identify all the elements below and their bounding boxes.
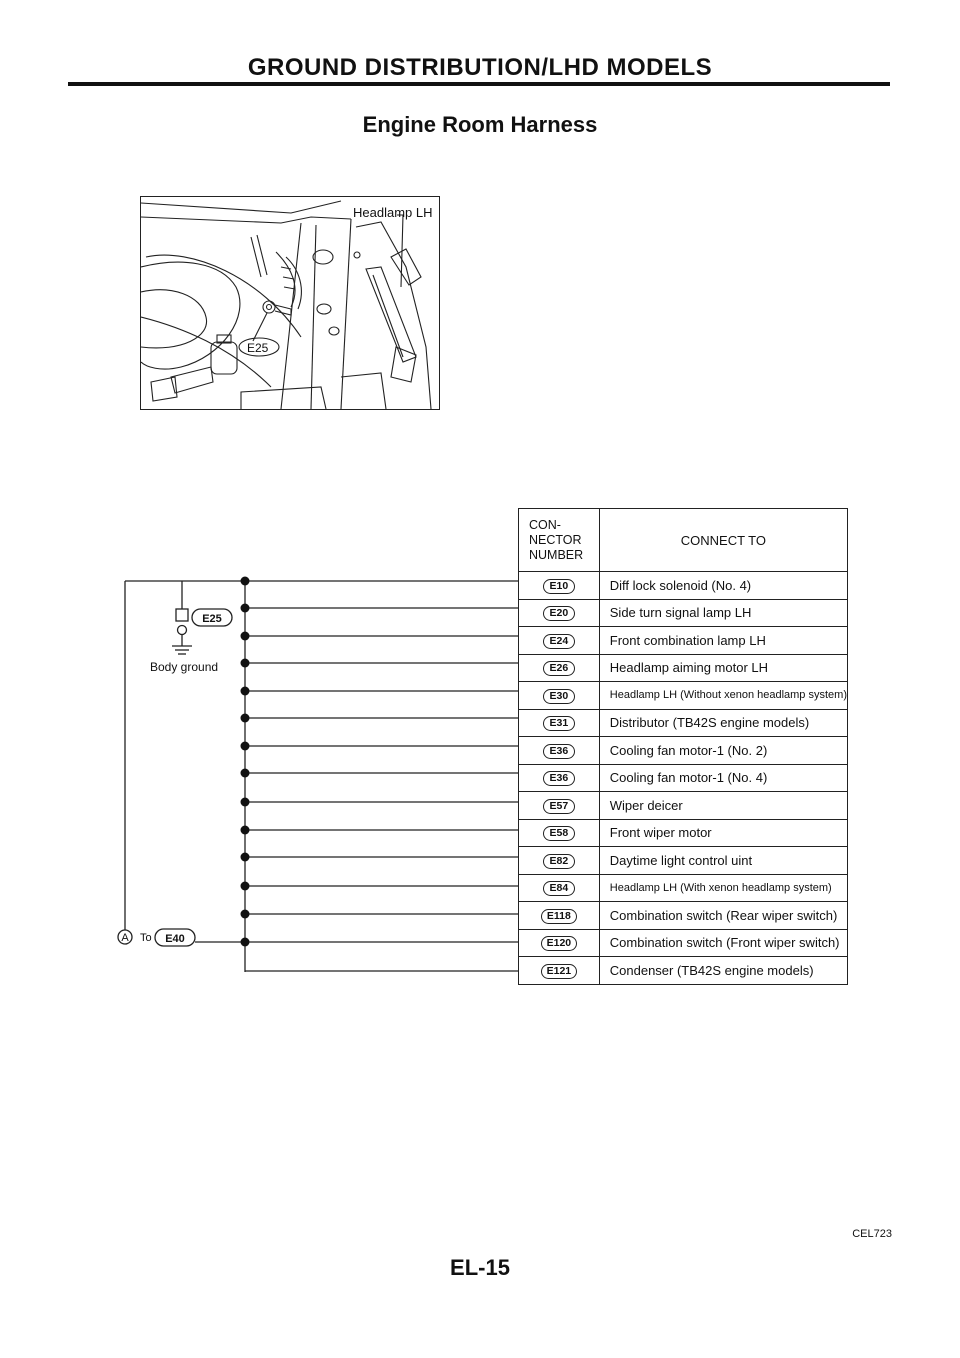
figure-code: CEL723 [852,1228,892,1240]
connect-to-cell: Condenser (TB42S engine models) [599,957,847,985]
connect-to-cell: Headlamp aiming motor LH [599,654,847,682]
connect-to-cell: Headlamp LH (Without xenon headlamp system) [599,682,847,710]
connector-badge: E57 [543,799,575,814]
header-line-3: NUMBER [529,547,584,562]
table-row [519,957,848,985]
header-line-1: CON- [529,517,561,532]
connector-badge: E31 [543,716,575,731]
table-row [519,847,848,875]
section-title: Engine Room Harness [362,112,598,137]
connector-number-header [519,509,600,572]
connector-badge: E10 [543,579,575,594]
ground-connector-label: E25 [202,613,222,625]
page-number: EL-15 [450,1255,510,1280]
table-row [519,572,848,600]
table-row [519,599,848,627]
connector-badge: E24 [543,634,575,649]
connect-to-cell: Side turn signal lamp LH [599,599,847,627]
table-row [519,654,848,682]
connect-to-cell: Front combination lamp LH [599,627,847,655]
connector-badge: E58 [543,826,575,841]
connector-badge: E30 [543,689,575,704]
table-row [519,792,848,820]
headlamp-callout-label: Headlamp LH [353,205,433,220]
connect-to-cell: Wiper deicer [599,792,847,820]
connector-badge: E118 [541,909,577,924]
connector-table [518,508,848,985]
connector-badge: E20 [543,606,575,621]
table-row [519,737,848,765]
connector-badge: E121 [541,964,578,979]
connect-to-cell: Cooling fan motor-1 (No. 2) [599,737,847,765]
table-row [519,929,848,957]
connect-to-header: CONNECT TO [599,509,847,572]
connector-badge: E120 [541,936,578,951]
connector-badge: E26 [543,661,575,676]
connect-to-cell: Front wiper motor [599,819,847,847]
connector-badge: E36 [543,744,575,759]
table-row [519,627,848,655]
connect-to-cell: Combination switch (Rear wiper switch) [599,902,847,930]
reference-connector-label: E40 [165,933,185,945]
connector-badge: E82 [543,854,575,869]
body-ground-label: Body ground [150,660,219,674]
connect-to-cell: Diff lock solenoid (No. 4) [599,572,847,600]
table-row [519,874,848,902]
reference-letter: A [121,932,129,944]
table-row [519,709,848,737]
connector-badge: E36 [543,771,575,786]
table-row [519,764,848,792]
header-line-2: NECTOR [529,532,582,547]
reference-to-label: To [140,932,152,944]
table-row [519,819,848,847]
table-row [519,682,848,710]
page-header-title: GROUND DISTRIBUTION/LHD MODELS [247,54,713,81]
connect-to-cell: Headlamp LH (With xenon headlamp system) [599,874,847,902]
connect-to-cell: Combination switch (Front wiper switch) [599,929,847,957]
table-row [519,902,848,930]
connect-to-cell: Distributor (TB42S engine models) [599,709,847,737]
connect-to-cell: Daytime light control uint [599,847,847,875]
ground-callout-label: E25 [247,341,269,355]
connect-to-cell: Cooling fan motor-1 (No. 4) [599,764,847,792]
connector-badge: E84 [543,881,575,896]
